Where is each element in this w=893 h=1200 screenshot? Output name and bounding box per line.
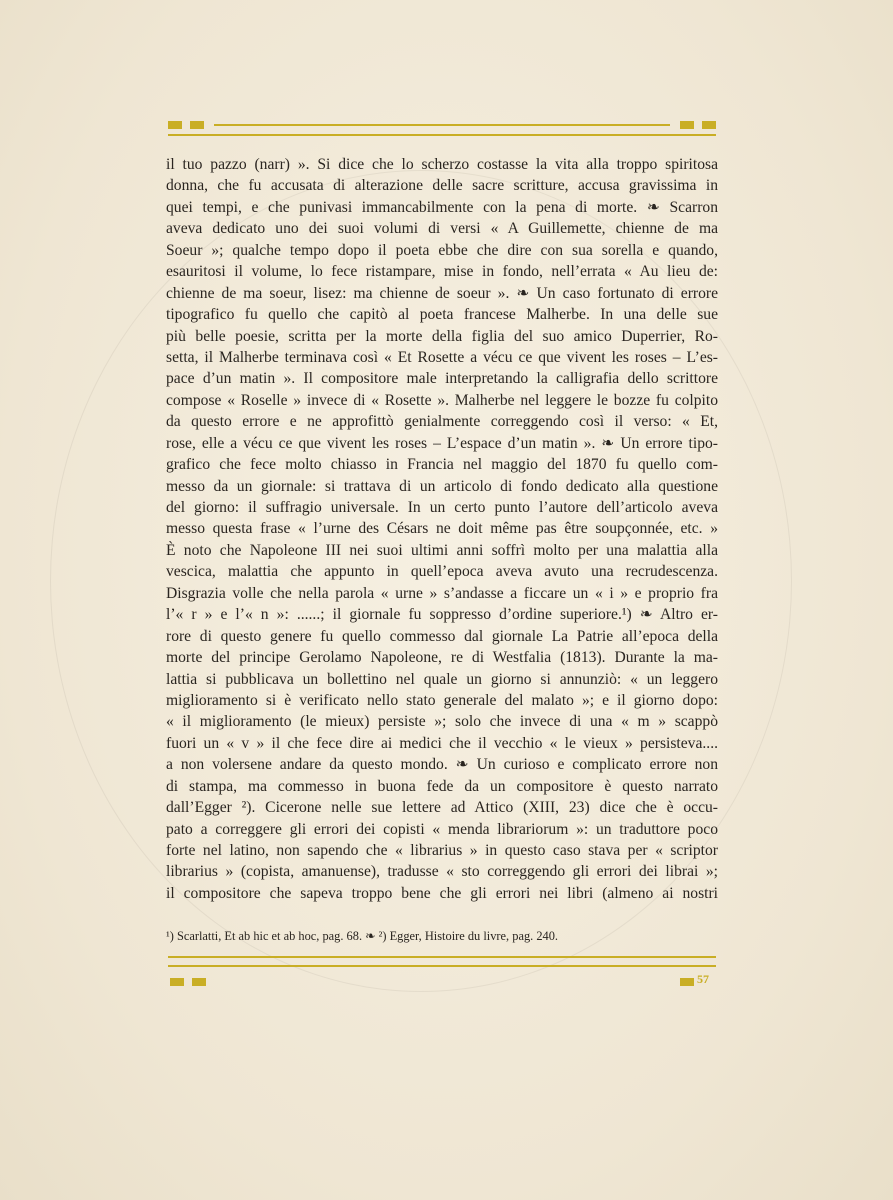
text-line: Disgrazia volle che nella parola « urne » s’andasse a ficcare un « i » e proprio fra [166,584,718,602]
ornament-square [680,121,694,129]
text-line: donna, che fu accusata di alterazione delle sacre scritture, accusa gravissima in [166,177,718,195]
text-line: messo questa frase « l’urne des Césars ne doit même pas être soupçonnée, etc. » [166,520,718,538]
text-line: pato a correggere gli errori dei copisti « menda librariorum »: un traduttore poco [166,820,718,838]
text-line: messo da un giornale: si trattava di un articolo di fondo dedicato alla questione [166,477,718,495]
text-line: vescica, malattia che appunto in quell’epoca aveva avuto una recrudescenza. [166,563,718,581]
text-line: « il miglioramento (le mieux) persiste »; solo che invece di una « m » scappò [166,713,718,731]
text-line: rore di questo genere fu quello commesso dal giornale La Patrie all’epoca della [166,627,718,645]
ornament-square [192,978,206,986]
text-line: tipografico fu quello che capitò al poeta francese Malherbe. In una delle sue [166,306,718,324]
header-ornament [168,120,716,140]
ornament-rule [168,956,716,958]
ornament-square [680,978,694,986]
text-line: grafico che fece molto chiasso in Francia nel maggio del 1870 fu quello com- [166,456,718,474]
text-line: morte del principe Gerolamo Napoleone, re di Westfalia (1813). Durante la ma- [166,649,718,667]
text-line: forte nel latino, non sapendo che « librarius » in questo caso stava per « scriptor [166,842,718,859]
text-line: È noto che Napoleone III nei suoi ultimi anni soffrì molto per una malattia alla [166,541,718,559]
text-line: di stampa, ma commesso in buona fede da un compositore è questo narrato [166,777,718,795]
text-line: lattia si pubblicava un bollettino nel quale un giorno si annunziò: « un leggero [166,670,718,688]
text-line: quei tempi, e che punivasi immancabilmente con la pena di morte. ❧ Scarron [166,198,718,216]
text-line: l’« r » e l’« n »: ......; il giornale fu soppresso d’ordine superiore.¹) ❧ Altro er- [166,606,718,624]
footnotes: ¹) Scarlatti, Et ab hic et ab hoc, pag. 68. ❧ ²) Egger, Histoire du livre, pag. 240. [166,929,559,943]
ornament-square [168,121,182,129]
text-line: del giorno: il suffragio universale. In un certo punto l’autore dell’articolo aveva [166,499,718,516]
ornament-square [170,978,184,986]
text-line: dall’Egger ²). Cicerone nelle sue lettere ad Attico (XIII, 23) dice che è occu- [166,799,718,817]
ornament-square [702,121,716,129]
page-number: 57 [697,972,709,986]
text-line: rose, elle a vécu ce que vivent les roses – L’espace d’un matin ». ❧ Un errore tipo- [166,434,718,452]
text-line: chienne de ma soeur, lisez: ma chienne de soeur ». ❧ Un caso fortunato di errore [166,284,718,302]
text-line: fuori un « v » il che fece dire ai medici che il vecchio « le vieux » persisteva.... [166,734,718,752]
text-line: setta, il Malherbe terminava così « Et Rosette a vécu ce que vivent les roses – L’es- [166,348,718,366]
body-text [166,154,718,904]
footer-ornament [168,954,716,990]
text-line: librarius » (copista, amanuense), tradusse « sto correggendo gli errori dei librai »; [166,863,718,881]
text-line: il compositore che sapeva troppo bene che gli errori nei libri (almeno ai nostri [166,884,718,902]
ornament-square [190,121,204,129]
text-line: più belle poesie, scritta per la morte della figlia del suo amico Duperrier, Ro- [166,327,718,345]
ornament-rule [168,965,716,967]
text-line: aveva dedicato uno dei suoi volumi di versi « A Guillemette, chienne de ma [166,220,718,238]
text-line: da questo errore e ne approfittò genialmente correggendo così il verso: « Et, [166,413,718,431]
text-line: pace d’un matin ». Il compositore male interpretando la calligrafia dello scrittore [166,370,718,388]
ornament-rule [214,124,670,126]
text-line: esauritosi il volume, lo fece ristampare, mise in fondo, nell’errata « Au lieu de: [166,263,718,281]
text-line: a non volersene andare da questo mondo. ❧ Un curioso e complicato errore non [166,756,718,774]
text-line: Soeur »; qualche tempo dopo il poeta ebbe che dire con sua sorella e quando, [166,241,718,259]
ornament-rule [168,134,716,136]
text-line: compose « Roselle » invece di « Rosette ». Malherbe nel leggere le bozze fu colpito [166,391,718,409]
text-line: miglioramento si è verificato nello stato generale del malato »; e il giorno dopo: [166,691,718,709]
text-line: il tuo pazzo (narr) ». Si dice che lo scherzo costasse la vita alla troppo spiritosa [166,156,718,173]
